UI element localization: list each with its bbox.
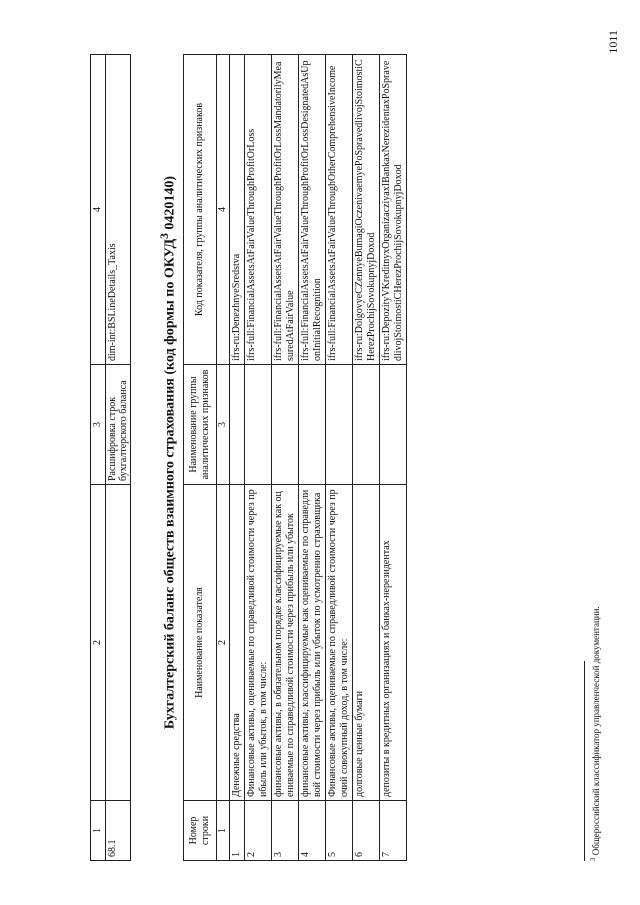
col-number-3: 3 bbox=[91, 365, 106, 485]
table-row bbox=[326, 55, 353, 861]
col-number-2: 2 bbox=[217, 485, 230, 801]
balance-sheet-table bbox=[183, 54, 407, 861]
footnote bbox=[589, 606, 601, 861]
table-row bbox=[299, 55, 326, 861]
row-name: депозиты в кредитных организациях и банках-нерезидентах bbox=[380, 485, 407, 801]
table-row bbox=[353, 55, 380, 861]
header-indicator-name: Наименование показателя bbox=[184, 485, 217, 801]
row-group bbox=[299, 365, 326, 485]
table-header-row bbox=[184, 55, 217, 861]
row-number: 3 bbox=[272, 801, 299, 861]
table-row bbox=[230, 55, 245, 861]
continuation-header-row bbox=[91, 55, 106, 861]
row-code: ifrs-full:FinancialAssetsAtFairValueThroughProfitOrLossMandatorilyMeasuredAtFairValue bbox=[272, 55, 299, 365]
row-group: Расшифровка строк бухгалтерского баланса bbox=[106, 365, 131, 485]
row-number: 7 bbox=[380, 801, 407, 861]
row-number: 68.1 bbox=[106, 801, 131, 861]
row-number: 6 bbox=[353, 801, 380, 861]
row-code: ifrs-ru:DenezhnyeSredstva bbox=[230, 55, 245, 365]
row-number: 5 bbox=[326, 801, 353, 861]
header-row-number: Номер строки bbox=[184, 801, 217, 861]
row-name: финансовые активы, в обязательном порядке классифицируемые как оцениваемые по справедливой стоимости через прибыль или убыток bbox=[272, 485, 299, 801]
table-row bbox=[380, 55, 407, 861]
row-number: 2 bbox=[245, 801, 272, 861]
row-name: Финансовые активы, оцениваемые по справедливой стоимости через прочий совокупный доход, в том числе: bbox=[326, 485, 353, 801]
row-name: Денежные средства bbox=[230, 485, 245, 801]
col-number-3: 3 bbox=[217, 365, 230, 485]
row-name bbox=[106, 485, 131, 801]
column-number-row bbox=[217, 55, 230, 861]
page-number: 1011 bbox=[606, 30, 620, 54]
col-number-2: 2 bbox=[91, 485, 106, 801]
table-row bbox=[245, 55, 272, 861]
row-group bbox=[272, 365, 299, 485]
row-code: ifrs-full:FinancialAssetsAtFairValueThroughProfitOrLoss bbox=[245, 55, 272, 365]
row-code: ifrs-ru:DolgovyeCZennyeBumagiOczenivaemyePoSpravedlivojStoimostiCHerezProchijSovokupnyjDoxod bbox=[353, 55, 380, 365]
footnote-text: Общероссийский классификатор управленческой документации. bbox=[591, 606, 601, 858]
continuation-table bbox=[90, 54, 131, 861]
title-tail: 0420140) bbox=[162, 175, 178, 234]
row-group bbox=[230, 365, 245, 485]
row-code: ifrs-ru:DepozityVKreditnyxOrganizacziyaxIBankaxNerezidentaxPoSpravedlivojStoimostiCHerezProchijSovokupnyjDoxod bbox=[380, 55, 407, 365]
table-row bbox=[272, 55, 299, 861]
footnote-mark: 3 bbox=[589, 857, 597, 861]
footnote-divider bbox=[584, 661, 585, 861]
row-name: долговые ценные бумаги bbox=[353, 485, 380, 801]
row-code: ifrs-full:FinancialAssetsAtFairValueThroughOtherComprehensiveIncome bbox=[326, 55, 353, 365]
title-footnote-mark: 3 bbox=[158, 233, 171, 239]
table-row bbox=[106, 55, 131, 861]
col-number-1: 1 bbox=[217, 801, 230, 861]
header-indicator-code: Код показателя, группы аналитических признаков bbox=[184, 55, 217, 365]
title-text: Бухгалтерский баланс обществ взаимного страхования (код формы по ОКУД bbox=[162, 238, 178, 730]
section-title bbox=[158, 0, 179, 905]
row-group bbox=[326, 365, 353, 485]
row-code: dim-int:BSLineDetails_Taxis bbox=[106, 55, 131, 365]
col-number-4: 4 bbox=[217, 55, 230, 365]
row-group bbox=[245, 365, 272, 485]
row-group bbox=[380, 365, 407, 485]
row-number: 1 bbox=[230, 801, 245, 861]
row-number: 4 bbox=[299, 801, 326, 861]
col-number-1: 1 bbox=[91, 801, 106, 861]
row-group bbox=[353, 365, 380, 485]
row-code: ifrs-full:FinancialAssetsAtFairValueThroughProfitOrLossDesignatedAsUponInitialRecognition bbox=[299, 55, 326, 365]
row-name: финансовые активы, классифицируемые как оцениваемые по справедливой стоимости через прибыль или убыток по усмотрению страховщика bbox=[299, 485, 326, 801]
col-number-4: 4 bbox=[91, 55, 106, 365]
header-group-name: Наименование группы аналитических признаков bbox=[184, 365, 217, 485]
row-name: Финансовые активы, оцениваемые по справедливой стоимости через прибыль или убыток, в том числе: bbox=[245, 485, 272, 801]
